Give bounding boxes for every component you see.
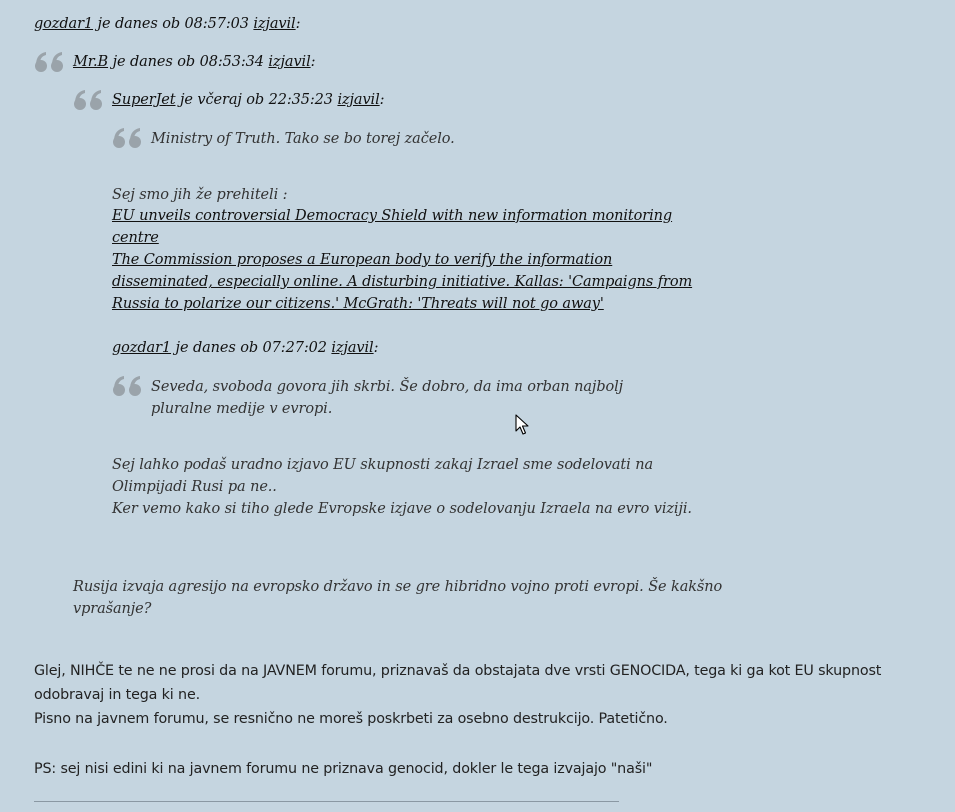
reply1-line1: Rusija izvaja agresijo na evropsko državo in se gre hibridno vojno proti evropi. Še kakšno xyxy=(73,579,723,595)
said-link[interactable]: izjavil xyxy=(268,54,311,70)
body-line2: odobravaj in tega ki ne. xyxy=(34,687,200,703)
quote4-line2: pluralne medije v evropi. xyxy=(151,401,333,417)
body-line3: Pisno na javnem forumu, se resnično ne moreš poskrbeti za osebno destrukcijo. Patetično. xyxy=(34,711,668,727)
quote2-header: SuperJet je včeraj ob 22:35:23 izjavil: xyxy=(112,92,385,108)
quote-mark-icon xyxy=(112,375,148,401)
body-ps: PS: sej nisi edini ki na javnem forumu ne priznava genocid, dokler le tega izvajajo "naši" xyxy=(34,761,653,777)
quote4-header: gozdar1 je danes ob 07:27:02 izjavil: xyxy=(112,340,379,356)
quote-mark-icon xyxy=(34,51,70,77)
reply2-line3: Ker vemo kako si tiho glede Evropske izjave o sodelovanju Izraela na evro viziji. xyxy=(112,501,692,517)
quote-mark-icon xyxy=(73,89,109,115)
article-link-1-line2[interactable]: centre xyxy=(112,230,159,246)
quote4-line1: Seveda, svoboda govora jih skrbi. Še dobro, da ima orban najbolj xyxy=(151,379,624,395)
intro-text: Sej smo jih že prehiteli : xyxy=(112,187,288,203)
body-line1: Glej, NIHČE te ne ne prosi da na JAVNEM forumu, priznavaš da obstajata dve vrsti GENOCIDA, tega ki ga kot EU skupnost xyxy=(34,663,882,679)
author-link[interactable]: Mr.B xyxy=(73,54,109,70)
header-meta: je danes ob 08:57:03 xyxy=(93,16,254,32)
article-link-2-line3[interactable]: Russia to polarize our citizens.' McGrath: 'Threats will not go away' xyxy=(112,296,604,312)
signature-divider xyxy=(34,801,619,802)
article-link-1-line1[interactable]: EU unveils controversial Democracy Shield with new information monitoring xyxy=(112,208,673,224)
mouse-pointer-icon xyxy=(515,414,529,436)
article-link-2-line1[interactable]: The Commission proposes a European body to verify the information xyxy=(112,252,613,268)
author-link[interactable]: gozdar1 xyxy=(112,340,172,356)
author-link[interactable]: SuperJet xyxy=(112,92,176,108)
said-link[interactable]: izjavil xyxy=(331,340,374,356)
quote1-header: Mr.B je danes ob 08:53:34 izjavil: xyxy=(73,54,316,70)
said-link[interactable]: izjavil xyxy=(253,16,296,32)
quote-mark-icon xyxy=(112,127,148,153)
post-header: gozdar1 je danes ob 08:57:03 izjavil: xyxy=(34,16,301,32)
article-link-2-line2[interactable]: disseminated, especially online. A disturbing initiative. Kallas: 'Campaigns from xyxy=(112,274,693,290)
quote3-text: Ministry of Truth. Tako se bo torej začelo. xyxy=(151,131,455,147)
author-link[interactable]: gozdar1 xyxy=(34,16,94,32)
reply1-line2: vprašanje? xyxy=(73,601,152,617)
said-link[interactable]: izjavil xyxy=(337,92,380,108)
reply2-line1: Sej lahko podaš uradno izjavo EU skupnosti zakaj Izrael sme sodelovati na xyxy=(112,457,653,473)
reply2-line2: Olimpijadi Rusi pa ne.. xyxy=(112,479,277,495)
